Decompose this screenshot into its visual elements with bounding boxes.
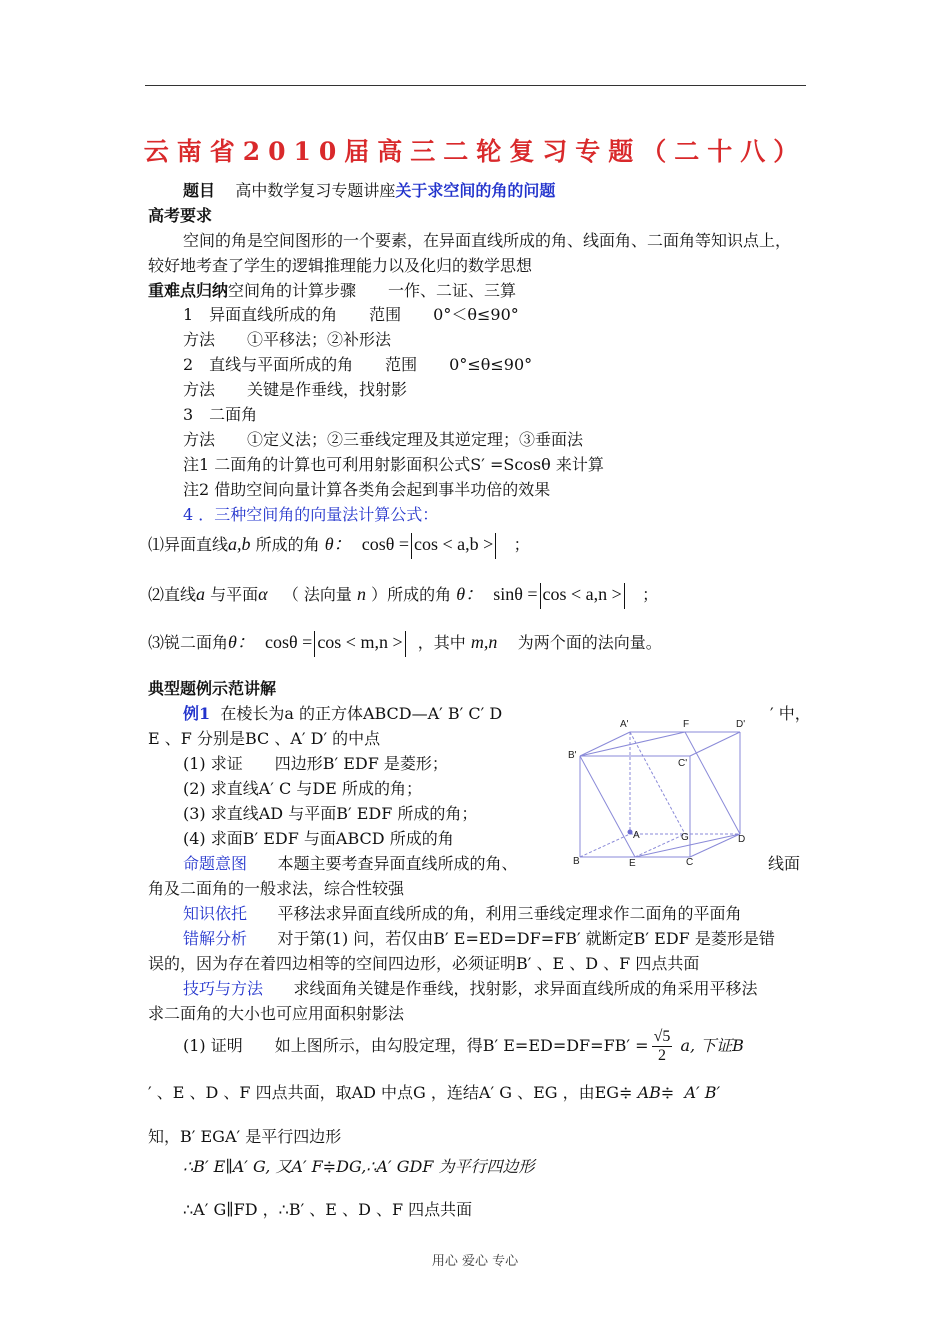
proof-line-2	[148, 1080, 720, 1103]
question-3: (3) 求直线AD 与平面B′ EDF 所成的角；	[183, 804, 478, 823]
subject-prefix: 高中数学复习专题讲座	[235, 181, 396, 200]
example-line-1	[183, 701, 502, 724]
key-line-6: 方法 ①定义法；②三垂线定理及其逆定理；③垂面法	[183, 430, 584, 449]
key-heading-rest: 空间角的计算步骤 一作、二证、三算	[228, 281, 517, 300]
formula-1-end: ；	[513, 535, 530, 554]
example-heading: 典型题例示范讲解	[148, 679, 277, 698]
error-line-2: 误的，因为存在着四边相等的空间四边形，必须证明B′ 、E 、D 、F 四点共面	[148, 954, 700, 973]
formula-1-mid: 所成的角	[255, 535, 320, 554]
formula-2-rhs: cos < a,n >	[542, 584, 622, 604]
label-G: G	[681, 832, 689, 843]
example-label: 例1	[183, 704, 211, 723]
label-E: E	[629, 858, 636, 869]
key-heading: 重难点归纳	[148, 281, 229, 300]
key-line-2: 方法 ①平移法；②补形法	[183, 330, 392, 349]
cube-figure	[560, 712, 775, 870]
proof-line-2a: ′ 、E 、D 、F 四点共面，取AD 中点G ，连结A′ G 、EG ，由EG	[148, 1083, 620, 1102]
subject-highlight: 关于求空间的角的问题	[395, 181, 556, 200]
skill-line-2: 求二面角的大小也可应用面积射影法	[148, 1004, 405, 1023]
parallel-equal-icon: ≑	[660, 1083, 675, 1102]
formula-2-lhs: sinθ =	[493, 584, 538, 604]
exam-req-line2: 较好地考查了学生的逻辑推理能力以及化归的数学思想	[148, 256, 533, 275]
document-title: 云南省2010届高三二轮复习专题（二十八）	[143, 137, 807, 166]
key-line-1: 1 异面直线所成的角 范围 0°＜θ≤90°	[183, 305, 519, 324]
key-line-8: 注2 借助空间向量计算各类角会起到事半功倍的效果	[183, 480, 551, 499]
proof-line-1	[183, 1028, 744, 1065]
formula-2-mid3: ）所成的角	[371, 585, 452, 604]
abs-bar	[405, 631, 406, 657]
key-heading-line	[148, 278, 516, 301]
label-C: C	[686, 857, 694, 868]
formula-3-end: 为两个面的法向量。	[517, 633, 662, 652]
label-D: D	[738, 834, 746, 845]
fraction-numerator: √5	[653, 1028, 671, 1045]
intent-label: 命题意图	[183, 854, 248, 873]
abs-bar	[314, 631, 315, 657]
formula-1-text: ⑴异面直线	[148, 535, 229, 554]
intent-line-2: 角及二面角的一般求法，综合性较强	[148, 879, 405, 898]
label-C1: C'	[678, 758, 688, 769]
skill-line	[183, 976, 758, 999]
basis-label: 知识依托	[183, 904, 248, 923]
proof-line-4	[183, 1154, 535, 1177]
formula-1-rhs: cos < a,b >	[414, 534, 494, 554]
proof-line-3: 知，B′ EGA′ 是平行四边形	[148, 1127, 342, 1146]
formula-2-a: a	[196, 584, 206, 604]
label-A: A	[633, 830, 640, 841]
formula-1-theta: θ：	[324, 534, 352, 554]
proof-line-4a: ∴B′ E∥A′ G, 又A′ F	[183, 1157, 323, 1176]
subject-line	[183, 178, 555, 201]
key-line-7: 注1 二面角的计算也可利用射影面积公式S′ =Scosθ 来计算	[183, 455, 604, 474]
exam-req-heading: 高考要求	[148, 206, 213, 225]
example-line-1a: 在棱长为a 的正方体ABCD—A′ B′ C′ D	[220, 704, 503, 723]
key-line-3: 2 直线与平面所成的角 范围 0°≤θ≤90°	[183, 355, 533, 374]
basis-line	[183, 901, 742, 924]
exam-req-line1: 空间的角是空间图形的一个要素，在异面直线所成的角、线面角、二面角等知识点上，	[183, 231, 792, 250]
formula-2-theta: θ：	[456, 584, 484, 604]
abs-bar	[540, 583, 541, 609]
formula-3-lhs: cosθ =	[265, 632, 313, 652]
abs-bar	[624, 583, 625, 609]
intent-tail: 线面	[768, 854, 801, 873]
formula-2-n: n	[357, 584, 367, 604]
formula-3-rhs: cos < m,n >	[317, 632, 403, 652]
subject-label: 题目	[183, 181, 216, 200]
proof-line-5: ∴A′ G∥FD ，∴B′ 、E 、D 、F 四点共面	[183, 1200, 473, 1219]
formula-3-mid: ，其中	[417, 633, 466, 652]
formula-3-mn: m,n	[470, 632, 498, 652]
label-F: F	[683, 719, 690, 730]
label-B: B	[573, 856, 580, 867]
key-line-5: 3 二面角	[183, 405, 258, 424]
formula-2	[148, 580, 658, 609]
error-label: 错解分析	[183, 929, 248, 948]
proof-line-2-ab: AB	[637, 1083, 661, 1102]
formula-1	[148, 530, 530, 559]
formula-2-end: ；	[642, 585, 659, 604]
key-line-4: 方法 关键是作垂线，找射影	[183, 380, 408, 399]
parallel-equal-icon: ≑	[619, 1083, 633, 1102]
intent-text: 本题主要考查异面直线所成的角、	[277, 854, 518, 873]
label-A1: A'	[620, 719, 629, 730]
fraction-denominator: 2	[657, 1047, 666, 1064]
abs-bar	[411, 533, 412, 559]
formula-3-text: ⑶锐二面角	[148, 633, 229, 652]
label-B1: B'	[568, 750, 577, 761]
question-2: (2) 求直线A′ C 与DE 所成的角；	[183, 779, 422, 798]
basis-text: 平移法求异面直线所成的角，利用三垂线定理求作二面角的平面角	[277, 904, 742, 923]
parallel-equal-icon: ≑	[322, 1157, 337, 1176]
question-4: (4) 求面B′ EDF 与面ABCD 所成的角	[183, 829, 454, 848]
question-1: (1) 求证 四边形B′ EDF 是菱形；	[183, 754, 448, 773]
point-marker	[628, 830, 633, 835]
example-line-2: E 、F 分别是BC 、A′ D′ 的中点	[148, 729, 381, 748]
key-line-9: 4 ．三种空间角的向量法计算公式：	[183, 505, 439, 524]
skill-text: 求线面角关键是作垂线，找射影，求异面直线所成的角采用平移法	[293, 979, 758, 998]
formula-2-alpha: α	[258, 584, 268, 604]
formula-3	[148, 628, 662, 657]
proof-line-1b: a, 下证B	[680, 1036, 744, 1055]
sqrt5-over-2	[652, 1028, 673, 1065]
example-line-1b: ′ 中，	[770, 704, 811, 723]
proof-line-4b: DG,∴A′ GDF 为平行四边形	[336, 1157, 535, 1176]
header-rule	[145, 85, 806, 86]
formula-1-lhs: cosθ =	[361, 534, 410, 554]
label-D1: D'	[736, 719, 746, 730]
formula-2-mid2: （ 法向量	[282, 585, 352, 604]
formula-2-text: ⑵直线	[148, 585, 197, 604]
abs-bar	[495, 533, 496, 559]
proof-line-2-end: A′ B′	[684, 1083, 721, 1102]
formula-2-mid: 与平面	[210, 585, 259, 604]
error-text: 对于第(1) 问，若仅由B′ E=ED=DF=FB′ 就断定B′ EDF 是菱形是错	[277, 929, 775, 948]
error-line	[183, 926, 775, 949]
proof-line-1a: (1) 证明 如上图所示，由勾股定理，得B′ E=ED=DF=FB′ =	[183, 1036, 649, 1055]
formula-3-theta: θ：	[228, 632, 255, 652]
intent-line	[183, 851, 518, 874]
page-footer: 用心 爱心 专心	[431, 1254, 519, 1269]
formula-1-var: a,b	[228, 534, 251, 554]
skill-label: 技巧与方法	[183, 979, 264, 998]
